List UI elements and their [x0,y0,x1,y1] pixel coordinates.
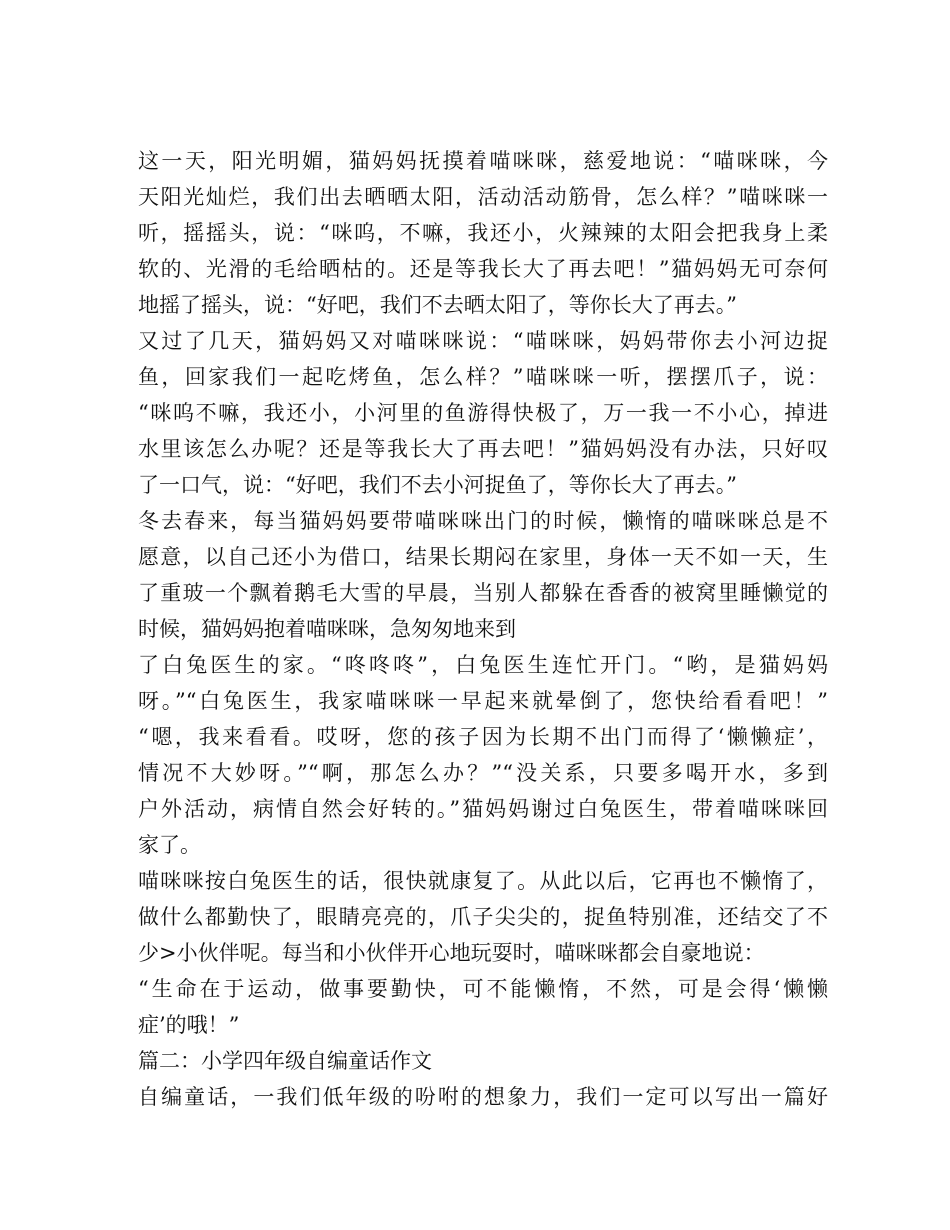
text-line: 做什么都勤快了，眼睛亮亮的，爪子尖尖的，捉鱼特别准，还结交了不 [138,905,828,929]
text-line: 情况不大妙呀。”“啊，那怎么办？”“没关系，只要多喝开水，多到 [138,761,828,785]
text-line: 了重玻一个飘着鹅毛大雪的早晨，当别人都躲在香香的被窝里睡懒觉的 [138,581,828,605]
text-line: 水里该怎么办呢？还是等我长大了再去吧！”猫妈妈没有办法，只好叹 [138,437,828,461]
text-line: 又过了几天，猫妈妈又对喵咪咪说：“喵咪咪，妈妈带你去小河边捉 [138,329,828,353]
document-body [138,143,828,1115]
text-line: 听，摇摇头，说：“咪呜，不嘛，我还小，火辣辣的太阳会把我身上柔 [138,221,828,245]
text-line: 这一天，阳光明媚，猫妈妈抚摸着喵咪咪，慈爱地说：“喵咪咪，今 [138,149,828,173]
text-line: 地摇了摇头，说：“好吧，我们不去晒太阳了，等你长大了再去。” [138,293,737,317]
text-line: 时候，猫妈妈抱着喵咪咪，急匆匆地来到 [138,617,516,641]
text-line: 呀。”“白兔医生，我家喵咪咪一早起来就晕倒了，您快给看看吧！” [138,689,828,713]
text-line: 少>小伙伴呢。每当和小伙伴开心地玩耍时，喵咪咪都会自豪地说： [138,941,765,965]
text-line: 了白兔医生的家。“咚咚咚”，白兔医生连忙开门。“哟，是猫妈妈 [138,653,828,677]
text-line: 鱼，回家我们一起吃烤鱼，怎么样？”喵咪咪一听，摆摆爪子，说： [138,365,828,389]
text-line: “嗯，我来看看。哎呀，您的孩子因为长期不出门而得了‘懒懒症’， [138,725,828,749]
text-line: 症’的哦！” [138,1013,240,1037]
text-line: 了一口气，说：“好吧，我们不去小河捉鱼了，等你长大了再去。” [138,473,737,497]
text-line: 家了。 [138,833,201,857]
text-line: 天阳光灿烂，我们出去晒晒太阳，活动活动筋骨，怎么样？”喵咪咪一 [138,185,828,209]
text-line: 户外活动，病情自然会好转的。”猫妈妈谢过白兔医生，带着喵咪咪回 [138,797,828,821]
text-line: 冬去春来，每当猫妈妈要带喵咪咪出门的时候，懒惰的喵咪咪总是不 [138,509,828,533]
text-line: “生命在于运动，做事要勤快，可不能懒惰，不然，可是会得‘懒懒 [138,977,828,1001]
text-line: 愿意，以自己还小为借口，结果长期闷在家里，身体一天不如一天，生 [138,545,828,569]
text-line: 自编童话，一我们低年级的吩咐的想象力，我们一定可以写出一篇好 [138,1085,828,1109]
text-line: 喵咪咪按白兔医生的话，很快就康复了。从此以后，它再也不懒惰了， [138,869,828,893]
section-heading: 篇二：小学四年级自编童话作文 [138,1049,432,1073]
text-line: “咪呜不嘛，我还小，小河里的鱼游得快极了，万一我一不小心，掉进 [138,401,828,425]
text-line: 软的、光滑的毛给晒枯的。还是等我长大了再去吧！”猫妈妈无可奈何 [138,257,828,281]
